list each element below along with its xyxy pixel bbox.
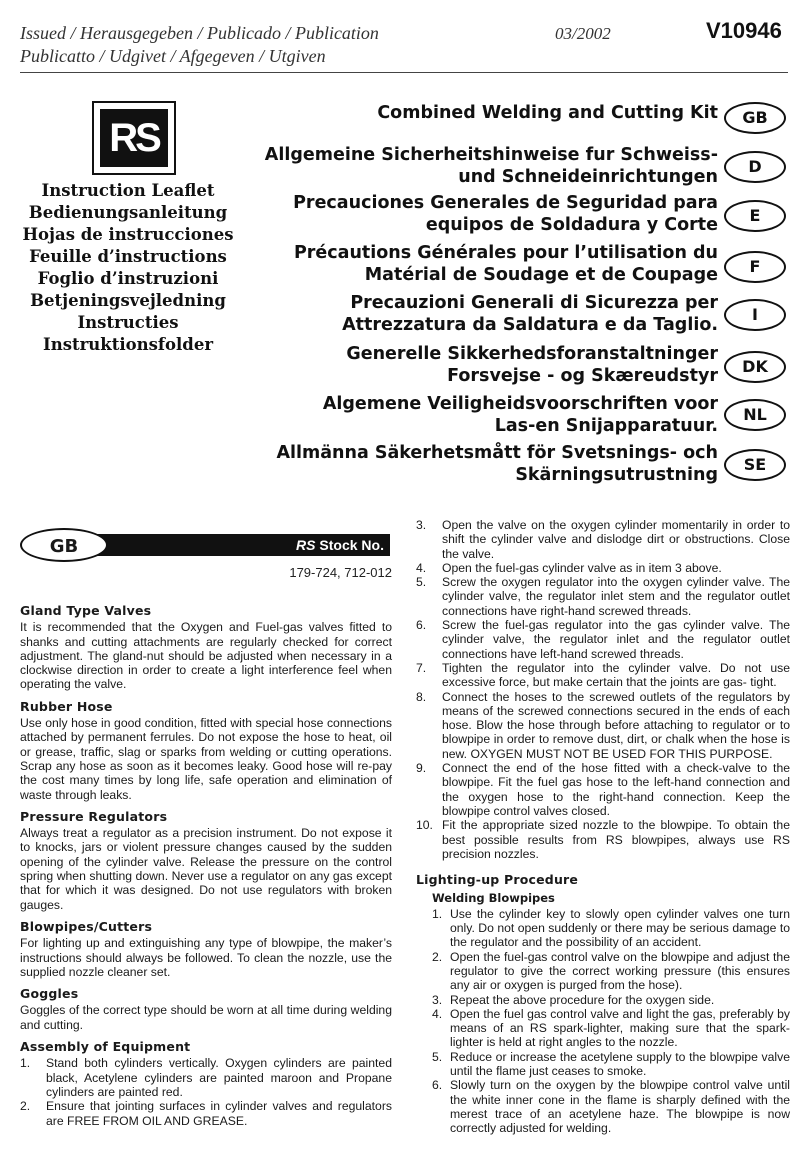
- issued-line-2: Publicatto / Udgivet / Afgegeven / Utgiven: [20, 46, 326, 66]
- language-title-gb: Combined Welding and Cutting Kit: [377, 103, 718, 123]
- leaflet-title: Instructies: [77, 313, 179, 332]
- leaflet-title: Hojas de instrucciones: [22, 225, 234, 244]
- list-item: 7. Tighten the regulator into the cylinder valve. Do not use excessive force, but make certain that the joints are gas- tight.: [416, 660, 790, 690]
- leaflet-title: Feuille d’instructions: [29, 247, 227, 266]
- rs-logo: [92, 101, 176, 175]
- language-title-se: Allmänna Säkerhetsmått för Svetsnings- och Skärningsutrustning: [276, 443, 718, 485]
- language-title-e: Precauciones Generales de Seguridad para equipos de Soldadura y Corte: [293, 193, 718, 235]
- list-item: 3. Repeat the above procedure for the oxygen side.: [432, 992, 715, 1007]
- language-badge-i: I: [724, 299, 786, 331]
- subsection-title: Welding Blowpipes: [432, 891, 555, 906]
- header-divider: [20, 72, 788, 73]
- section-text: Use only hose in good condition, fitted with special hose connections attached by permanent ferrules. Do not expose the hose to heat, oil or grease, traffic, slag or sparks from welding or cutting operations. Scrap any hose as soon as it becomes leaky. Good hose will re-pay the cost many times by long life, safe operation and elimination of waste through leaks.: [20, 716, 392, 802]
- section-title: Assembly of Equipment: [20, 1039, 191, 1055]
- assembly-list-continued: [416, 518, 790, 861]
- section-title: Gland Type Valves: [20, 603, 152, 618]
- section-title: Goggles: [20, 986, 79, 1002]
- list-item: 10. Fit the appropriate sized nozzle to the blowpipe. To obtain the best possible results from RS blowpipes, always use RS precision nozzles.: [416, 818, 790, 861]
- section-text: Goggles of the correct type should be worn at all time during welding and cutting.: [20, 1003, 392, 1032]
- language-badge-e: E: [724, 200, 786, 232]
- section-title: Lighting-up Procedure: [416, 872, 579, 888]
- leaflet-title: Bedienungsanleitung: [28, 203, 228, 222]
- list-item: 5. Screw the oxygen regulator into the oxygen cylinder valve. The cylinder valve, the regulator inlet stem and the regulator outlet connections have right-hand screwed threads.: [416, 575, 790, 618]
- issued-line-1: Issued / Herausgegeben / Publicado / Publication: [20, 23, 379, 43]
- leaflet-titles: [22, 180, 234, 356]
- section-title: Rubber Hose: [20, 698, 113, 714]
- list-item: 6. Slowly turn on the oxygen by the blowpipe control valve until the white inner cone in the flame is sharply defined with the merest trace of an acetylene haze. The blowpipe is now correctly adjusted for welding.: [432, 1078, 790, 1136]
- language-badge-f: F: [724, 251, 786, 283]
- list-item: 2. Open the fuel-gas control valve on the blowpipe and adjust the regulator to give the correct working pressure (this ensures any air or oxygen is purged from the hose).: [432, 949, 790, 993]
- list-item: 1. Stand both cylinders vertically. Oxygen cylinders are painted black, Acetylene cylinders are painted maroon and Propane cylinders are painted red.: [20, 1056, 392, 1099]
- issued-header: [20, 22, 379, 68]
- section-bar: [20, 528, 390, 562]
- stock-number-label: Stock No.: [319, 537, 384, 553]
- leaflet-title: Instruktionsfolder: [42, 335, 214, 354]
- language-title-i: Precauzioni Generali di Sicurezza per Attrezzatura da Saldatura e da Taglio.: [342, 293, 718, 335]
- assembly-list: [20, 1056, 392, 1127]
- list-item: 4. Open the fuel gas control valve and light the gas, preferably by means of an RS spark-lighter, making sure that the spark-lighter is held at right angles to the nozzle.: [432, 1006, 790, 1050]
- left-column: [20, 596, 392, 1128]
- leaflet-title: Foglio d’instruzioni: [37, 269, 219, 288]
- list-item: 3. Open the valve on the oxygen cylinder momentarily in order to shift the cylinder valve and dislodge dirt or obstructions. Close the valve.: [416, 518, 790, 561]
- section-badge-gb: GB: [20, 528, 108, 562]
- language-badge-dk: DK: [724, 351, 786, 383]
- document-number: V10946: [706, 18, 782, 43]
- language-badge-nl: NL: [724, 399, 786, 431]
- list-item: 2. Ensure that jointing surfaces in cylinder valves and regulators are FREE FROM OIL AND GREASE.: [20, 1099, 392, 1128]
- right-column: [416, 518, 790, 1135]
- language-title-nl: Algemene Veiligheidsvoorschriften voor Las-en Snijapparatuur.: [322, 394, 718, 436]
- language-badge-d: D: [724, 151, 786, 183]
- list-item: 4. Open the fuel-gas cylinder valve as in item 3 above.: [416, 560, 722, 575]
- language-badge-se: SE: [724, 449, 786, 481]
- section-title: Blowpipes/Cutters: [20, 918, 153, 934]
- rs-logo-text: RS: [100, 109, 168, 167]
- leaflet-title: Betjeningsvejledning: [30, 291, 226, 310]
- language-title-f: Précautions Générales pour l’utilisation du Matérial de Soudage et de Coupage: [293, 243, 718, 285]
- language-title-d: Allgemeine Sicherheitshinweise fur Schweiss- und Schneideinrichtungen: [264, 145, 718, 187]
- lighting-list: [416, 907, 790, 1136]
- section-text: For lighting up and extinguishing any type of blowpipe, the maker’s instructions should always be followed. To clean the nozzle, use the supplied nozzle cleaner set.: [20, 936, 392, 979]
- leaflet-title: Instruction Leaflet: [41, 181, 215, 200]
- section-title: Pressure Regulators: [20, 808, 168, 824]
- rs-mark: RS: [295, 537, 316, 553]
- issue-date: 03/2002: [555, 24, 611, 43]
- section-text: It is recommended that the Oxygen and Fuel-gas valves fitted to shanks and cutting attachments are regularly checked for correct adjustment. The gland-nut should be adjusted when necessary in a clockwise direction in order to create a light interference feel when operating the valve.: [20, 620, 392, 692]
- list-item: 6. Screw the fuel-gas regulator into the gas cylinder valve. The cylinder valve, the regulator inlet and the regulator outlet connections have left-hand screwed threads.: [416, 618, 790, 661]
- stock-numbers: 179-724, 712-012: [289, 565, 392, 580]
- stock-number-band: [80, 534, 390, 556]
- section-text: Always treat a regulator as a precision instrument. Do not expose it to knocks, jars or violent pressure changes caused by the sudden opening of the cylinder valve. Release the pressure on the control spring when shutting down. Never use a regulator on any gas except that for which it was designed. Do not use regulators with broken gauges.: [20, 826, 392, 912]
- list-item: 8. Connect the hoses to the screwed outlets of the regulators by means of the screwed connections secured in the ends of each hose. Blow the hose through before attaching to regulator or to blowpipe in order to remove dust, dirt, or chalk when the hose is new. OXYGEN MUST NOT BE USED FOR THIS PURPOSE.: [416, 689, 790, 761]
- language-badge-gb: GB: [724, 102, 786, 134]
- list-item: 5. Reduce or increase the acetylene supply to the blowpipe valve until the flame just ceases to smoke.: [432, 1049, 790, 1078]
- list-item: 1. Use the cylinder key to slowly open cylinder valves one turn only. Do not open suddenly or there may be serious damage to the regulator and the possibility of an accident.: [432, 906, 790, 950]
- language-title-dk: Generelle Sikkerhedsforanstaltninger Forsvejse - og Skæreudstyr: [346, 344, 718, 386]
- list-item: 9. Connect the end of the hose fitted with a check-valve to the blowpipe. Fit the fuel gas hose to the left-hand connection and the oxygen hose to the right-hand connection. Keep the blowpipe control valves closed.: [416, 761, 790, 818]
